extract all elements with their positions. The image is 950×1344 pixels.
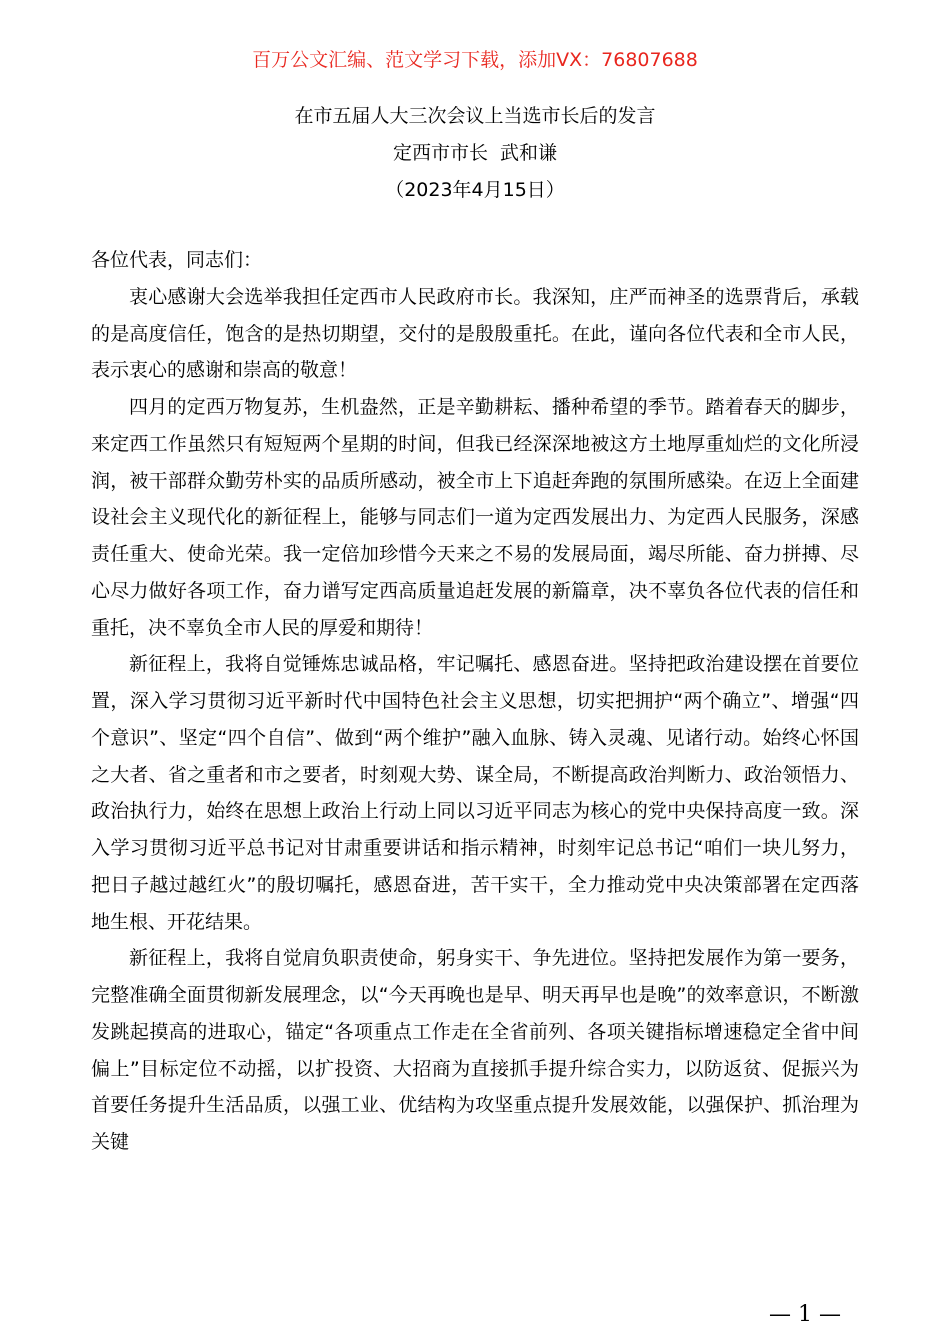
- page-number: — 1 —: [769, 1302, 841, 1327]
- paragraph: 新征程上，我将自觉肩负职责使命，躬身实干、争先进位。坚持把发展作为第一要务，完整准确全面贯彻新发展理念，以“今天再晚也是早、明天再早也是晚”的效率意识，不断激发跳起摸高的进取心，锚定“各项重点工作走在全省前列、各项关键指标增速稳定全省中间偏上”目标定位不动摇，以扩投资、大招商为直接抓手提升综合实力，以防返贫、促振兴为首要任务提升生活品质，以强工业、优结构为攻坚重点提升发展效能，以强保护、抓治理为关键: [91, 947, 859, 1153]
- title-block: [0, 98, 950, 209]
- watermark-note: 百万公文汇编、范文学习下载，添加VX：76807688: [252, 49, 698, 71]
- speaker-byline: 定西市市长 武和谦: [392, 142, 558, 164]
- salutation: 各位代表，同志们：: [91, 249, 263, 271]
- speech-date: （2023年4月15日）: [385, 179, 565, 201]
- speech-title: 在市五届人大三次会议上当选市长后的发言: [294, 105, 656, 127]
- paragraph: 新征程上，我将自觉锤炼忠诚品格，牢记嘱托、感恩奋进。坚持把政治建设摆在首要位置，深入学习贯彻习近平新时代中国特色社会主义思想，切实把拥护“两个确立”、增强“四个意识”、坚定“四个自信”、做到“两个维护”融入血脉、铸入灵魂、见诸行动。始终心怀国之大者、省之重者和市之要者，时刻观大势、谋全局，不断提高政治判断力、政治领悟力、政治执行力，始终在思想上政治上行动上同以习近平同志为核心的党中央保持高度一致。深入学习贯彻习近平总书记对甘肃重要讲话和指示精神，时刻牢记总书记“咱们一块儿努力，把日子越过越红火”的殷切嘱托，感恩奋进，苦干实干，全力推动党中央决策部署在定西落地生根、开花结果。: [91, 653, 859, 933]
- paragraph: 衷心感谢大会选举我担任定西市人民政府市长。我深知，庄严而神圣的选票背后，承载的是高度信任，饱含的是热切期望，交付的是殷殷重托。在此，谨向各位代表和全市人民，表示衷心的感谢和崇高的敬意！: [91, 285, 859, 382]
- speech-body: [91, 242, 859, 1161]
- paragraph: 四月的定西万物复苏，生机盎然，正是辛勤耕耘、播种希望的季节。踏着春天的脚步，来定西工作虽然只有短短两个星期的时间，但我已经深深地被这方土地厚重灿烂的文化所浸润，被干部群众勤劳朴实的品质所感动，被全市上下追赶奔跑的氛围所感染。在迈上全面建设社会主义现代化的新征程上，能够与同志们一道为定西发展出力、为定西人民服务，深感责任重大、使命光荣。我一定倍加珍惜今天来之不易的发展局面，竭尽所能、奋力拼搏、尽心尽力做好各项工作，奋力谱写定西高质量追赶发展的新篇章，决不辜负各位代表的信任和重托，决不辜负全市人民的厚爱和期待！: [91, 396, 859, 639]
